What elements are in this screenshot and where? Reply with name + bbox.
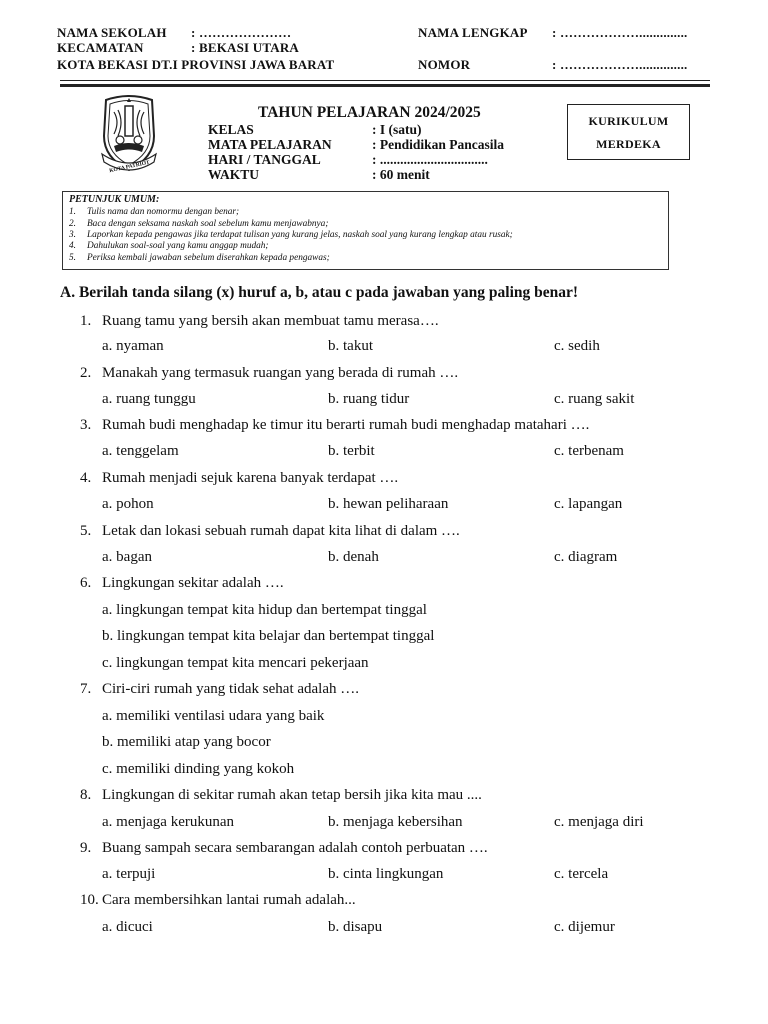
instruction-number: 1. [69,207,76,217]
question-3 [80,417,589,434]
full-name-value[interactable]: : ……………….............. [552,25,688,40]
question-1 [80,313,439,330]
q10-option-a[interactable]: a. dicuci [102,919,153,935]
q6-option-c[interactable]: c. lingkungan tempat kita mencari pekerjaan [102,655,369,671]
q6-option-b[interactable]: b. lingkungan tempat kita belajar dan bertempat tinggal [102,628,435,644]
school-name-label: NAMA SEKOLAH [57,25,167,40]
instruction-number: 3. [69,230,76,240]
question-7 [80,681,359,698]
day-date-label: HARI / TANGGAL [208,152,321,167]
question-number: 7. [80,681,92,697]
q1-option-a[interactable]: a. nyaman [102,338,164,354]
question-8 [80,787,482,804]
instruction-number: 4. [69,241,76,251]
q5-option-a[interactable]: a. bagan [102,549,152,565]
curriculum-badge [567,104,690,160]
question-number: 1. [80,313,92,329]
subject-value: : Pendidikan Pancasila [372,137,505,152]
question-text: Letak dan lokasi sebuah rumah dapat kita lihat di dalam …. [102,523,460,539]
subject-label: MATA PELAJARAN [208,137,332,152]
q3-option-b[interactable]: b. terbit [328,443,375,459]
question-number: 2. [80,365,92,381]
instruction-item [69,241,269,251]
instruction-text: Dahulukan soal-soal yang kamu anggap mudah; [87,241,269,251]
q4-option-b[interactable]: b. hewan peliharaan [328,496,449,512]
class-label: KELAS [208,122,254,137]
question-number: 4. [80,470,92,486]
number-value[interactable]: : ……………….............. [552,57,688,72]
question-text: Ciri-ciri rumah yang tidak sehat adalah …. [102,681,359,697]
question-5 [80,523,460,540]
class-value: : I (satu) [372,122,422,137]
question-text: Rumah budi menghadap ke timur itu berarti rumah budi menghadap matahari …. [102,417,590,433]
header-divider-thick [60,84,710,87]
question-number: 6. [80,575,92,591]
q6-option-a[interactable]: a. lingkungan tempat kita hidup dan bertempat tinggal [102,602,427,618]
question-number: 8. [80,787,92,803]
q10-option-b[interactable]: b. disapu [328,919,383,935]
header-divider-thin [60,80,710,81]
question-4 [80,470,398,487]
question-text: Lingkungan di sekitar rumah akan tetap bersih jika kita mau .... [102,787,482,803]
number-label: NOMOR [418,57,471,72]
question-number: 9. [80,840,92,856]
instruction-item [69,219,328,229]
city-province-label: KOTA BEKASI DT.I PROVINSI JAWA BARAT [57,57,335,72]
instruction-item [69,207,239,217]
logo-banner-text: KOTA PATRIOT [108,159,151,175]
q3-option-a[interactable]: a. tenggelam [102,443,179,459]
q7-option-a[interactable]: a. memiliki ventilasi udara yang baik [102,708,325,724]
question-text: Rumah menjadi sejuk karena banyak terdapat …. [102,470,399,486]
academic-year-title: TAHUN PELAJARAN 2024/2025 [258,104,481,121]
q8-option-b[interactable]: b. menjaga kebersihan [328,814,463,830]
q10-option-c[interactable]: c. dijemur [554,919,615,935]
q9-option-b[interactable]: b. cinta lingkungan [328,866,444,882]
question-number: 3. [80,417,92,433]
question-number: 5. [80,523,92,539]
question-text: Cara membersihkan lantai rumah adalah... [102,892,356,908]
q4-option-a[interactable]: a. pohon [102,496,154,512]
instruction-text: Laporkan kepada pengawas jika terdapat tulisan yang kurang jelas, naskah soal yang kurang lengkap atau rusak; [87,230,513,240]
instruction-text: Baca dengan seksama naskah soal sebelum kamu menjawabnya; [87,219,329,229]
q5-option-c[interactable]: c. diagram [554,549,618,565]
question-text: Ruang tamu yang bersih akan membuat tamu merasa…. [102,313,439,329]
instruction-number: 5. [69,253,76,263]
instruction-text: Periksa kembali jawaban sebelum diserahkan kepada pengawas; [87,253,330,263]
curriculum-line-1: KURIKULUM [588,114,669,128]
question-text: Lingkungan sekitar adalah …. [102,575,284,591]
district-value: : BEKASI UTARA [191,40,300,55]
instruction-item [69,253,330,263]
q8-option-a[interactable]: a. menjaga kerukunan [102,814,235,830]
q1-option-c[interactable]: c. sedih [554,338,600,354]
question-number: 10. [80,892,99,908]
instructions-title: PETUNJUK UMUM: [69,194,160,205]
full-name-label: NAMA LENGKAP [418,25,528,40]
q5-option-b[interactable]: b. denah [328,549,379,565]
q9-option-c[interactable]: c. tercela [554,866,609,882]
time-value: : 60 menit [372,167,430,182]
q2-option-a[interactable]: a. ruang tunggu [102,391,196,407]
question-9 [80,840,488,857]
q7-option-b[interactable]: b. memiliki atap yang bocor [102,734,271,750]
q9-option-a[interactable]: a. terpuji [102,866,156,882]
q2-option-c[interactable]: c. ruang sakit [554,391,635,407]
q7-option-c[interactable]: c. memiliki dinding yang kokoh [102,761,295,777]
q1-option-b[interactable]: b. takut [328,338,373,354]
instruction-number: 2. [69,219,76,229]
q3-option-c[interactable]: c. terbenam [554,443,624,459]
general-instructions-box [62,191,669,270]
q4-option-c[interactable]: c. lapangan [554,496,623,512]
question-6 [80,575,284,592]
time-label: WAKTU [208,167,260,182]
q2-option-b[interactable]: b. ruang tidur [328,391,410,407]
q8-option-c[interactable]: c. menjaga diri [554,814,644,830]
school-name-value[interactable]: : ………………… [191,25,292,40]
question-text: Buang sampah secara sembarangan adalah contoh perbuatan …. [102,840,488,856]
curriculum-line-2: MERDEKA [596,137,661,151]
day-date-value[interactable]: : ................................ [372,152,488,167]
instruction-item [69,230,513,240]
section-a-instruction: A. Berilah tanda silang (x) huruf a, b, atau c pada jawaban yang paling benar! [60,284,579,301]
question-10 [80,892,356,909]
question-text: Manakah yang termasuk ruangan yang berada di rumah …. [102,365,459,381]
instruction-text: Tulis nama dan nomormu dengan benar; [87,207,240,217]
question-2 [80,365,458,382]
district-label: KECAMATAN [57,40,144,55]
